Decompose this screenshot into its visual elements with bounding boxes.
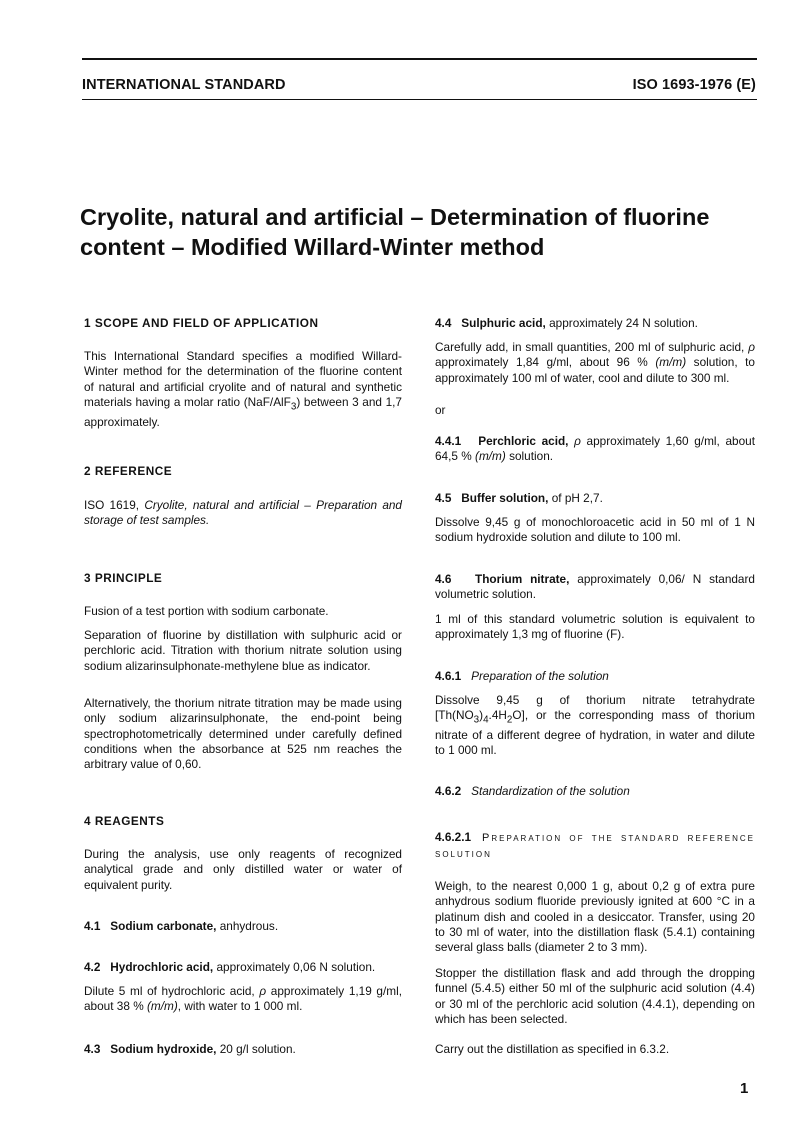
- section-4-6-text: 1 ml of this standard volumetric solution is equivalent to approximately 1,3 mg of fluorine (F).: [435, 612, 755, 642]
- section-4-6-1-heading: 4.6.1 Preparation of the solution: [435, 669, 609, 683]
- section-3-para-3: Alternatively, the thorium nitrate titration may be made using only sodium alizarinsulphonate, the end-point being spectrophotometrically determined under carefully defined conditions when the absorbance at 525 nm reaches the arbitrary value of 0,60.: [84, 696, 402, 772]
- left-column: [84, 0, 402, 1121]
- section-4-4-heading: 4.4 Sulphuric acid, approximately 24 N solution.: [435, 316, 698, 330]
- section-4-6-2-1-para-1: Weigh, to the nearest 0,000 1 g, about 0,2 g of extra pure anhydrous sodium fluoride previously ignited at 600 °C in a platinum dish and cooled in a desiccator. Transfer, using 20 to 30 ml of water, into the distillation flask (5.4.1) containing several glass balls (diameter 2 to 3 mm).: [435, 879, 755, 955]
- section-4-6-1-text: Dissolve 9,45 g of thorium nitrate tetrahydrate $[Th(NO_3)_4.4H_2O]$, or the corresponding mass of thorium nitrate of a different degree of hydration, in water and dilute to 1 000 ml.: [435, 693, 755, 758]
- section-4-6-2-1-heading: 4.6.2.1 Preparation of the standard reference solution: [435, 830, 755, 860]
- section-4-2-text: Dilute 5 ml of hydrochloric acid, ρ approximately 1,19 g/ml, about 38 % (m/m), with water to 1 000 ml.: [84, 984, 402, 1014]
- section-4-6-2-1-para-3: Carry out the distillation as specified in 6.3.2.: [435, 1042, 670, 1056]
- page-number: 1: [740, 1080, 749, 1097]
- title-line-2: content – Modified Willard-Winter method: [80, 234, 545, 260]
- section-4-6-heading: 4.6 Thorium nitrate, approximately 0,06/ N standard volumetric solution.: [435, 572, 755, 602]
- section-4-6-2-heading: 4.6.2 Standardization of the solution: [435, 784, 630, 798]
- or-text: or: [435, 403, 446, 417]
- section-2-text: ISO 1619, Cryolite, natural and artificial – Preparation and storage of test samples.: [84, 498, 402, 528]
- section-4-1: 4.1 Sodium carbonate, anhydrous.: [84, 919, 279, 933]
- section-3-heading: 3 PRINCIPLE: [84, 571, 163, 585]
- section-4-5-text: Dissolve 9,45 g of monochloroacetic acid in 50 ml of 1 N sodium hydroxide solution and dilute to 100 ml.: [435, 515, 755, 545]
- right-column: [435, 0, 755, 1121]
- section-4-6-2-1-para-2: Stopper the distillation flask and add through the dropping funnel (5.4.5) either 50 ml of the sulphuric acid solution (4.4) or 30 ml of the perchloric acid solution (4.4.1), depending on which has been selected.: [435, 966, 755, 1026]
- section-4-4-1: 4.4.1 Perchloric acid, ρ approximately 1,60 g/ml, about 64,5 % (m/m) solution.: [435, 434, 755, 464]
- section-3-para-2: Separation of fluorine by distillation with sulphuric acid or perchloric acid. Titration with thorium nitrate solution using sodium alizarinsulphonate-methylene blue as indicator.: [84, 628, 402, 673]
- header-right: ISO 1693-1976 (E): [632, 77, 756, 93]
- section-4-2-heading: 4.2 Hydrochloric acid, approximately 0,06 N solution.: [84, 960, 376, 974]
- section-4-text: During the analysis, use only reagents of recognized analytical grade and only distilled water or water of equivalent purity.: [84, 847, 402, 892]
- section-1-heading: 1 SCOPE AND FIELD OF APPLICATION: [84, 316, 319, 330]
- section-4-5-heading: 4.5 Buffer solution, of pH 2,7.: [435, 491, 603, 505]
- section-4-4-text: Carefully add, in small quantities, 200 ml of sulphuric acid, ρ approximately 1,84 g/ml, about 96 % (m/m) solution, to approximately 100 ml of water, cool and dilute to 300 ml.: [435, 340, 755, 385]
- title-line-1: Cryolite, natural and artificial – Determination of fluorine: [80, 204, 710, 230]
- section-4-3: 4.3 Sodium hydroxide, 20 g/l solution.: [84, 1042, 296, 1056]
- section-2-heading: 2 REFERENCE: [84, 464, 173, 478]
- section-1-text: This International Standard specifies a modified Willard-Winter method for the determination of the fluorine content of natural and artificial cryolite and of natural and synthetic materials having a molar ratio (NaF/AlF$_3$) between 3 and 1,7 approximately.: [84, 349, 402, 429]
- section-4-heading: 4 REAGENTS: [84, 814, 165, 828]
- header-left: INTERNATIONAL STANDARD: [82, 77, 286, 93]
- section-3-para-1: Fusion of a test portion with sodium carbonate.: [84, 604, 329, 618]
